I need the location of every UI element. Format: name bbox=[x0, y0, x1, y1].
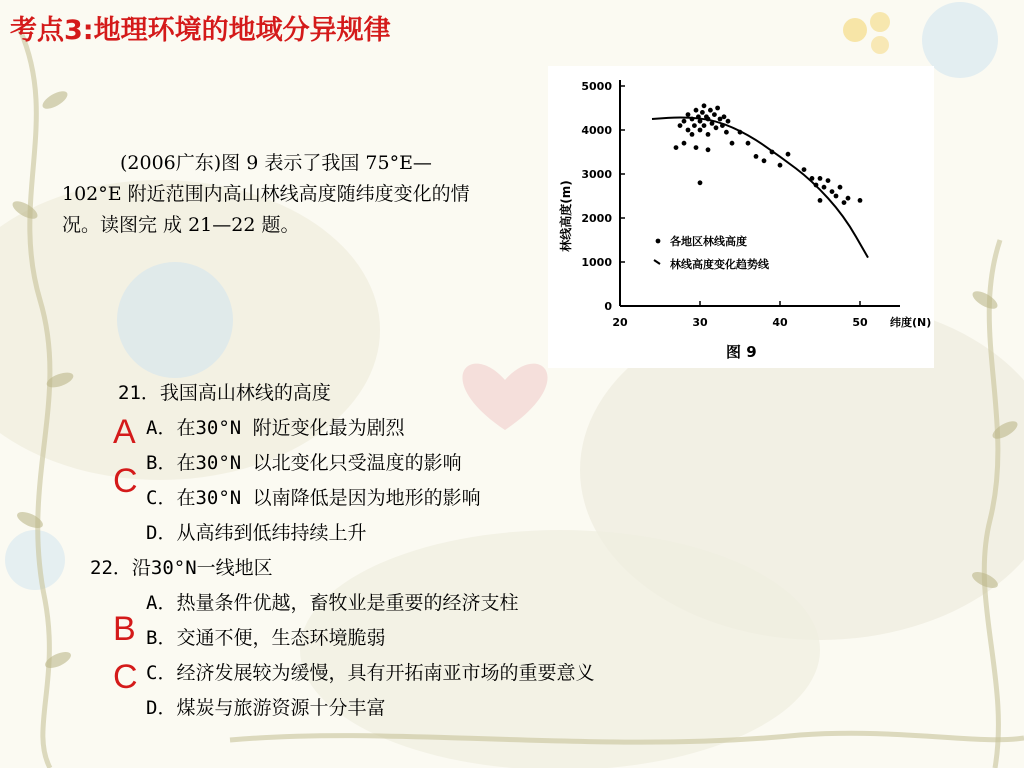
latitude-treeline-chart bbox=[548, 66, 934, 368]
y-tick-label: 0 bbox=[604, 300, 612, 313]
q21-option-b: B．在30°N 以北变化只受温度的影响 bbox=[146, 452, 462, 474]
data-point bbox=[818, 198, 823, 203]
question-22-stem: 22．沿30°N一线地区 bbox=[90, 557, 273, 579]
data-point bbox=[818, 176, 823, 181]
q21-option-c: C．在30°N 以南降低是因为地形的影响 bbox=[146, 487, 481, 509]
data-point bbox=[706, 147, 711, 152]
data-point bbox=[838, 185, 843, 190]
data-point bbox=[822, 185, 827, 190]
x-tick-label: 30 bbox=[692, 316, 708, 329]
q21-option-d: D．从高纬到低纬持续上升 bbox=[146, 522, 367, 544]
figure-caption: 图 9 bbox=[726, 343, 757, 361]
data-point bbox=[726, 119, 731, 124]
page-title: 考点3:地理环境的地域分异规律 bbox=[10, 15, 391, 46]
x-tick-label: 20 bbox=[612, 316, 628, 329]
data-point bbox=[846, 196, 851, 201]
data-point bbox=[746, 141, 751, 146]
q22-option-b: B．交通不便，生态环境脆弱 bbox=[146, 627, 386, 649]
data-point bbox=[706, 132, 711, 137]
question-21-stem: 21．我国高山林线的高度 bbox=[118, 382, 331, 404]
data-point bbox=[690, 132, 695, 137]
y-tick-label: 4000 bbox=[581, 124, 612, 137]
y-tick-label: 2000 bbox=[581, 212, 612, 225]
legend-item-trend: 林线高度变化趋势线 bbox=[670, 258, 769, 271]
data-point bbox=[686, 112, 691, 117]
data-point bbox=[762, 158, 767, 163]
data-point bbox=[778, 163, 783, 168]
question-intro: (2006广东)图 9 表示了我国 75°E—102°E 附近范围内高山林线高度随纬度变化的情况。读图完 成 21—22 题。 bbox=[62, 152, 470, 236]
y-tick-label: 1000 bbox=[581, 256, 612, 269]
q21-option-a: A．在30°N 附近变化最为剧烈 bbox=[146, 417, 405, 439]
data-point bbox=[834, 194, 839, 199]
legend-item-points: 各地区林线高度 bbox=[670, 235, 747, 248]
q22-option-c: C．经济发展较为缓慢，具有开拓南亚市场的重要意义 bbox=[146, 662, 595, 684]
x-tick-label: 50 bbox=[852, 316, 868, 329]
figure-9 bbox=[548, 66, 934, 368]
data-point bbox=[692, 123, 697, 128]
data-point bbox=[702, 103, 707, 108]
data-point bbox=[830, 189, 835, 194]
data-point bbox=[702, 123, 707, 128]
q22-option-a: A．热量条件优越，畜牧业是重要的经济支柱 bbox=[146, 592, 519, 614]
data-point bbox=[674, 145, 679, 150]
data-point bbox=[698, 128, 703, 133]
data-point bbox=[722, 114, 727, 119]
y-axis-label: 林线高度(m) bbox=[559, 180, 573, 252]
data-point bbox=[708, 108, 713, 113]
y-tick-label: 3000 bbox=[581, 168, 612, 181]
legend-line-marker bbox=[654, 260, 660, 264]
data-point bbox=[714, 125, 719, 130]
chart-axes bbox=[620, 80, 900, 306]
data-point bbox=[700, 110, 705, 115]
q22-option-d: D．煤炭与旅游资源十分丰富 bbox=[146, 697, 386, 719]
data-point bbox=[802, 167, 807, 172]
data-point bbox=[698, 180, 703, 185]
data-point bbox=[715, 106, 720, 111]
x-axis-label: 纬度(N) bbox=[890, 316, 932, 329]
data-point bbox=[826, 178, 831, 183]
data-point bbox=[694, 145, 699, 150]
data-point bbox=[730, 141, 735, 146]
x-tick-label: 40 bbox=[772, 316, 788, 329]
data-point bbox=[858, 198, 863, 203]
data-point bbox=[712, 112, 717, 117]
data-point bbox=[694, 108, 699, 113]
answer-mark-4: C bbox=[113, 658, 138, 696]
data-point bbox=[842, 200, 847, 205]
data-point bbox=[754, 154, 759, 159]
y-tick-label: 5000 bbox=[581, 80, 612, 93]
chart-legend bbox=[654, 234, 770, 271]
data-point bbox=[682, 119, 687, 124]
legend-dot-marker bbox=[656, 239, 661, 244]
data-point bbox=[786, 152, 791, 157]
data-point bbox=[686, 128, 691, 133]
data-point bbox=[678, 123, 683, 128]
answer-mark-1: A bbox=[113, 413, 136, 451]
data-point bbox=[724, 130, 729, 135]
answer-mark-3: B bbox=[113, 610, 136, 648]
answer-mark-2: C bbox=[113, 462, 138, 500]
data-point bbox=[682, 141, 687, 146]
